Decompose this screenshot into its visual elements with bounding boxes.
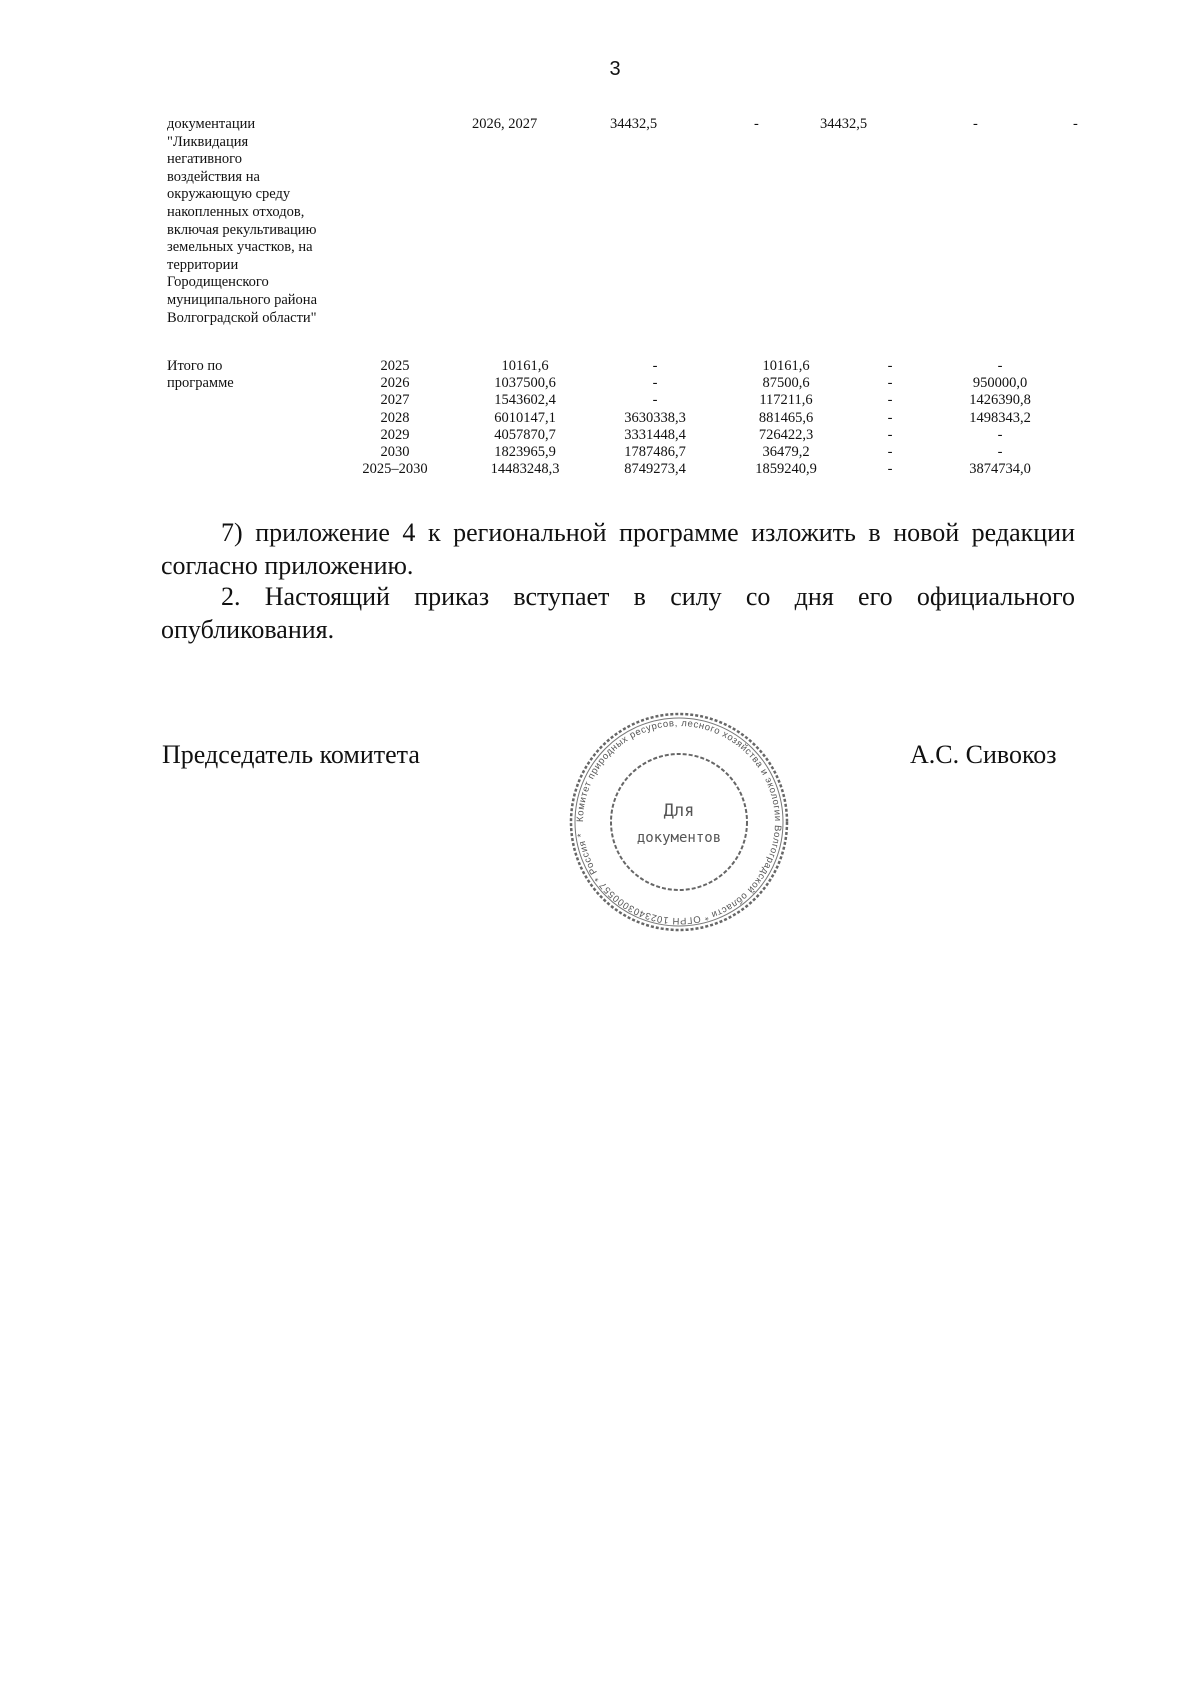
totals-cell: - <box>997 358 1003 374</box>
row-description-line: включая рекультивацию <box>167 221 317 238</box>
row-years: 2026, 2027 <box>472 116 538 132</box>
totals-cell: 881465,6 <box>758 409 814 426</box>
row-description <box>167 116 357 327</box>
totals-cell: 1543602,4 <box>494 392 556 409</box>
totals-years-column <box>355 358 435 478</box>
row-description-line: документации <box>167 116 256 132</box>
official-seal <box>566 712 792 932</box>
row-local: - <box>973 116 978 132</box>
totals-year: 2029 <box>380 426 410 443</box>
row-regional: 34432,5 <box>820 116 868 132</box>
seal-inner-ring <box>611 754 747 890</box>
seal-outer-ring <box>571 714 787 930</box>
row-description-line: окружающую среду <box>167 186 291 203</box>
totals-cell: - <box>997 426 1003 443</box>
totals-local-column <box>870 358 910 478</box>
totals-cell: - <box>887 426 893 443</box>
page-number: 3 <box>609 58 621 80</box>
totals-cell: 10161,6 <box>762 358 810 374</box>
seal-ring-text: Комитет природных ресурсов, лесного хозяйства и экологии Волгоградской области * ОГРН 1023403000557 * Россия * <box>574 717 784 927</box>
totals-year: 2028 <box>380 409 410 426</box>
totals-year: 2026 <box>380 375 410 392</box>
totals-cell: 14483248,3 <box>490 461 560 478</box>
row-description-line: территории <box>167 256 239 273</box>
totals-cell: 3630338,3 <box>624 409 686 426</box>
row-description-line: земельных участков, на <box>167 239 313 256</box>
totals-year: 2025–2030 <box>362 461 428 478</box>
totals-year: 2025 <box>380 358 410 374</box>
row-description-line: накопленных отходов, <box>167 203 305 220</box>
totals-cell: - <box>652 358 658 374</box>
totals-cell: 87500,6 <box>762 375 810 392</box>
totals-cell: 4057870,7 <box>494 426 556 443</box>
totals-cell: 8749273,4 <box>624 461 686 478</box>
totals-cell: - <box>887 443 893 460</box>
totals-cell: 1426390,8 <box>969 392 1031 409</box>
totals-cell: 10161,6 <box>501 358 549 374</box>
totals-cell: - <box>887 358 893 374</box>
totals-year: 2027 <box>380 392 410 409</box>
paragraph-effective-date: 2. Настоящий приказ вступает в силу со дня его официального опубликования. <box>161 582 1075 644</box>
totals-label-line: Итого по <box>167 358 223 374</box>
totals-cell: - <box>652 375 658 392</box>
totals-other-column <box>950 358 1050 478</box>
signatory-title: Председатель комитета <box>162 740 420 769</box>
totals-cell: 6010147,1 <box>494 409 556 426</box>
totals-cell: 1823965,9 <box>494 443 556 460</box>
row-federal: - <box>754 116 759 132</box>
totals-label <box>167 358 287 392</box>
totals-cell: - <box>887 392 893 409</box>
totals-cell: - <box>997 443 1003 460</box>
totals-cell: 3331448,4 <box>624 426 686 443</box>
totals-cell: 3874734,0 <box>969 461 1031 478</box>
signatory-name: А.С. Сивокоз <box>910 740 1057 769</box>
row-description-line: "Ликвидация <box>167 133 249 150</box>
row-total: 34432,5 <box>610 116 658 132</box>
totals-cell: 1787486,7 <box>624 443 686 460</box>
row-description-line: Городищенского <box>167 274 269 291</box>
totals-cell: 1859240,9 <box>755 461 817 478</box>
totals-cell: - <box>887 461 893 478</box>
totals-label-line: программе <box>167 375 234 392</box>
totals-cell: 726422,3 <box>758 426 814 443</box>
totals-cell: 117211,6 <box>759 392 813 409</box>
row-description-line: муниципального района <box>167 291 317 308</box>
row-description-line: негативного <box>167 151 242 168</box>
totals-year: 2030 <box>380 443 410 460</box>
totals-federal-column <box>605 358 705 478</box>
totals-cell: 36479,2 <box>762 443 810 460</box>
row-description-line: Волгоградской области" <box>167 309 317 326</box>
totals-total-column <box>475 358 575 478</box>
row-description-line: воздействия на <box>167 168 260 185</box>
paragraph-appendix: 7) приложение 4 к региональной программе изложить в новой редакции согласно приложению. <box>161 518 1075 580</box>
totals-cell: 950000,0 <box>972 375 1028 392</box>
totals-cell: 1498343,2 <box>969 409 1031 426</box>
seal-center-text-1: Для <box>663 801 695 821</box>
row-other: - <box>1073 116 1078 132</box>
totals-cell: - <box>887 375 893 392</box>
totals-cell: 1037500,6 <box>494 375 556 392</box>
totals-regional-column <box>736 358 836 478</box>
seal-center-text-2: документов <box>636 830 722 846</box>
totals-cell: - <box>887 409 893 426</box>
totals-cell: - <box>652 392 658 409</box>
